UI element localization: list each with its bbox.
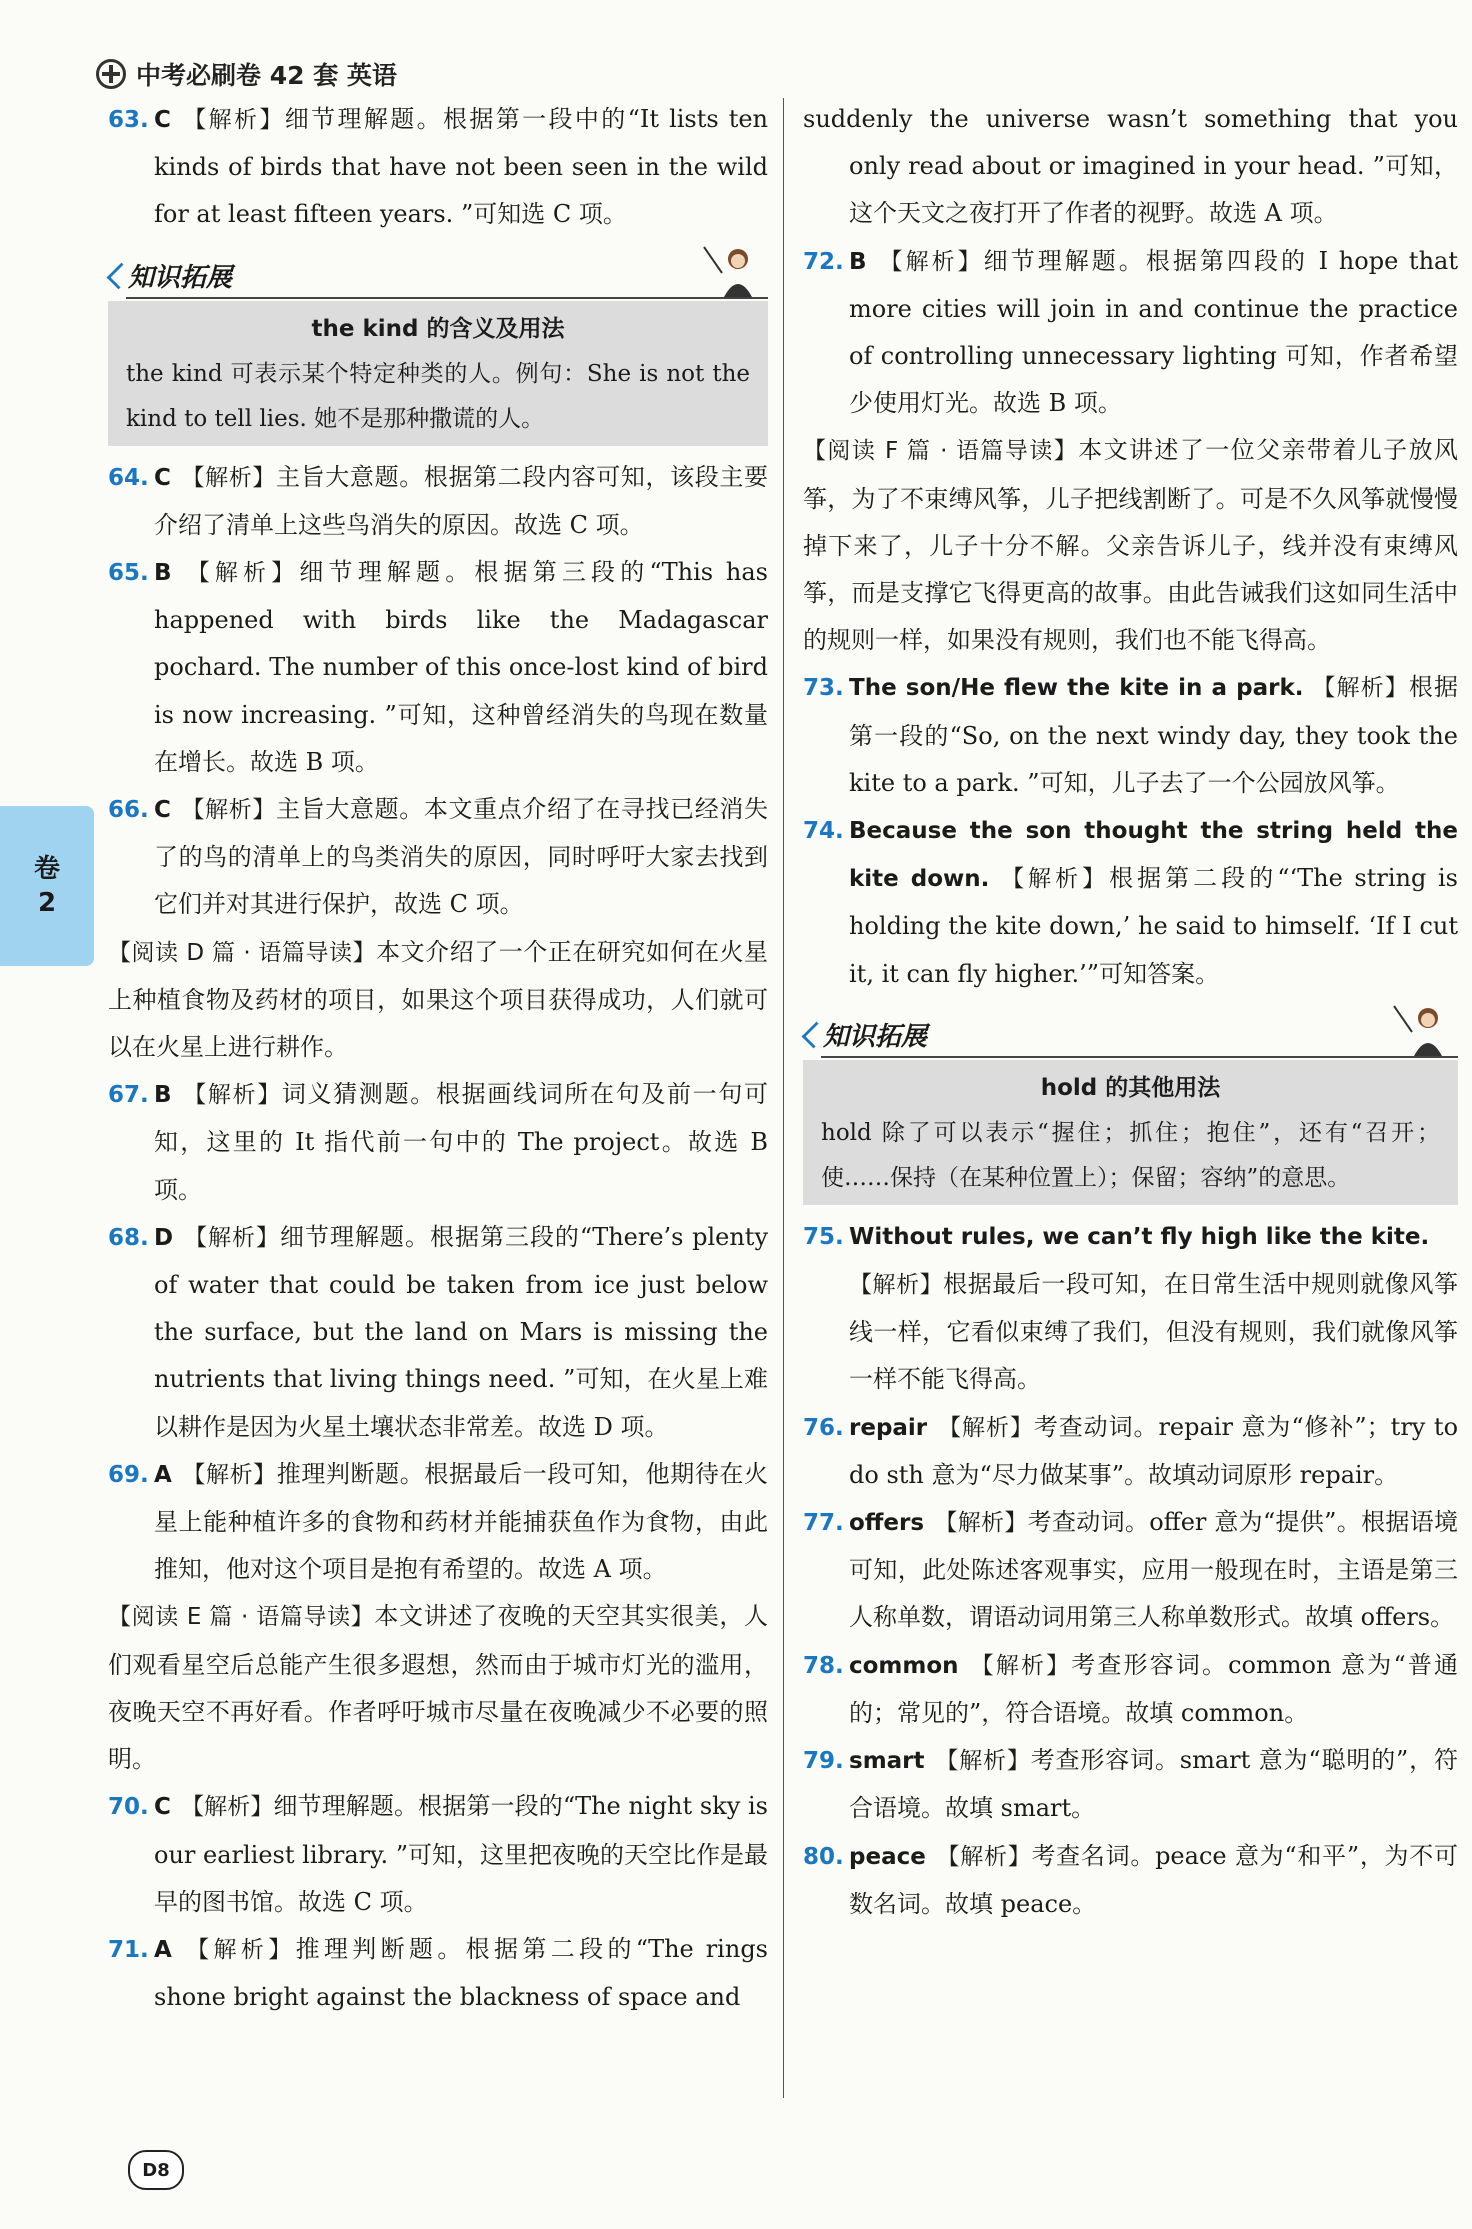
answer-75 (803, 1213, 1458, 1404)
answer-77 (803, 1499, 1458, 1642)
analysis-tag: 【解析】 (181, 1082, 282, 1109)
question-number: 63. (108, 107, 149, 133)
question-number: 65. (108, 560, 149, 587)
intro-text: 本文讲述了夜晚的天空其实很美，人们观看星空后总能产生很多遐想，然而由于城市灯光的滥用，夜晚天空不再好看。作者呼吁城市尽量在夜晚减少不必要的照明。 (108, 1602, 768, 1774)
question-number: 69. (108, 1461, 149, 1488)
answer-67 (108, 1071, 768, 1214)
teacher-icon (700, 243, 758, 297)
knowledge-underline (821, 1056, 1458, 1058)
answer-word: smart (849, 1748, 925, 1775)
answer-72 (803, 238, 1458, 428)
question-number: 80. (803, 1843, 844, 1870)
side-tab-line2: 2 (37, 888, 57, 918)
column-divider (783, 98, 784, 2098)
knowledge-box (803, 1008, 1458, 1205)
question-number: 68. (108, 1224, 149, 1251)
answer-65 (108, 549, 768, 786)
answer-word: offers (849, 1510, 925, 1537)
analysis-text: 推理判断题。根据最后一段可知，他期待在火星上能种植许多的食物和药材并能捕获鱼作为食物，由此推知，他对这个项目是抱有希望的。故选 A 项。 (154, 1459, 769, 1584)
analysis-tag: 【解析】 (934, 1510, 1028, 1537)
page-number: D8 (128, 2150, 184, 2190)
answer-letter: A (154, 1461, 172, 1488)
analysis-tag: 【解析】 (180, 1794, 274, 1821)
analysis-text: 主旨大意题。本文重点介绍了在寻找已经消失了的鸟的清单上的鸟类消失的原因，同时呼吁大家去找到它们并对其进行保护，故选 C 项。 (154, 795, 769, 919)
analysis-text: 考查名词。peace 意为“和平”，为不可数名词。故填 peace。 (849, 1841, 1459, 1918)
answer-74 (803, 807, 1458, 998)
analysis-tag: 【解析】 (934, 1748, 1031, 1775)
analysis-tag: 【解析】 (968, 1652, 1072, 1679)
question-number: 72. (803, 248, 844, 275)
question-number: 67. (108, 1082, 149, 1109)
book-logo-icon (96, 59, 126, 89)
question-number: 78. (803, 1652, 844, 1679)
question-number: 76. (803, 1414, 844, 1441)
knowledge-title: the kind 的含义及用法 (311, 315, 565, 342)
answer-letter: C (154, 797, 171, 824)
question-number: 70. (108, 1794, 149, 1821)
reading-f-intro (803, 427, 1458, 664)
answer-word: peace (849, 1843, 926, 1870)
right-column (803, 96, 1458, 1928)
analysis-text: suddenly the universe wasn’t something that you only read about or imagined in your head. ”可知，这个天文之夜打开了作者的视野。故选 A 项。 (803, 105, 1458, 228)
answer-70 (108, 1783, 768, 1926)
answer-64 (108, 454, 768, 549)
analysis-tag: 【解析】 (1312, 675, 1409, 702)
analysis-text: 根据最后一段可知，在日常生活中规则就像风筝线一样，它看似束缚了我们，但没有规则，我们就像风筝一样不能飞得高。 (849, 1270, 1459, 1394)
question-number: 74. (803, 818, 844, 845)
analysis-text: 词义猜测题。根据画线词所在句及前一句可知，这里的 It 指代前一句中的 The project。故选 B 项。 (154, 1080, 769, 1204)
teacher-icon (1390, 1002, 1448, 1056)
question-number: 71. (108, 1936, 149, 1963)
analysis-tag: 【解析】 (180, 464, 277, 491)
analysis-text: 根据第一段的“So, on the next windy day, they took the kite to a park. ”可知，儿子去了一个公园放风筝。 (849, 673, 1458, 797)
answer-73 (803, 664, 1458, 807)
intro-text: 本文讲述了一位父亲带着儿子放风筝，为了不束缚风筝，儿子把线割断了。可是不久风筝就慢慢掉下来了，儿子十分不解。父亲告诉儿子，线并没有束缚风筝，而是支撑它飞得更高的故事。由此告诫我们这如同生活中的规则一样，如果没有规则，我们也不能飞得高。 (803, 436, 1458, 655)
analysis-tag: 【解析】 (181, 1461, 277, 1488)
question-number: 73. (803, 675, 844, 702)
analysis-text: 细节理解题。根据第三段的“This has happened with birds like the Madagascar pochard. The number of this once-lost kind of bird is now increasing. ”可知，这种曾经消失的鸟现在数量在增长。故选 B 项。 (154, 558, 769, 776)
answer-78 (803, 1642, 1458, 1737)
analysis-text: 细节理解题。根据第四段的 I hope that more cities will join in and continue the practice of controlling unnecessary lighting 可知，作者希望少使用灯光。故选 B 项。 (849, 246, 1458, 418)
analysis-text: 考查动词。offer 意为“提供”。根据语境可知，此处陈述客观事实，应用一般现在时，主语是第三人称单数，谓语动词用第三人称单数形式。故填 offers。 (849, 1508, 1459, 1632)
analysis-tag: 【解析】 (937, 1414, 1034, 1441)
answer-79 (803, 1737, 1458, 1832)
answer-letter: C (154, 464, 171, 491)
answer-letter: B (849, 248, 867, 275)
reading-d-intro (108, 929, 768, 1072)
analysis-tag: 【解析】 (849, 1272, 944, 1299)
analysis-tag: 【解析】 (183, 1224, 281, 1251)
analysis-tag: 【解析】 (180, 107, 285, 133)
knowledge-body (108, 301, 768, 446)
left-column (108, 96, 768, 2021)
answer-71-continued (803, 96, 1458, 238)
answer-sentence: Because the son thought the string held the kite down. (849, 818, 1458, 893)
knowledge-header (108, 249, 768, 301)
analysis-tag: 【解析】 (181, 1936, 296, 1963)
answer-letter: A (154, 1936, 172, 1963)
analysis-tag: 【解析】 (180, 797, 277, 824)
analysis-text: 考查形容词。common 意为“普通的；常见的”，符合语境。故填 common。 (849, 1650, 1458, 1727)
answer-71 (108, 1926, 768, 2021)
header-title: 中考必刷卷 42 套 英语 (136, 61, 397, 90)
intro-tag: 【阅读 F 篇 · 语篇导读】 (803, 438, 1079, 465)
analysis-text: 主旨大意题。根据第二段内容可知，该段主要介绍了清单上这些鸟消失的原因。故选 C 项。 (154, 462, 769, 539)
intro-tag: 【阅读 E 篇 · 语篇导读】 (108, 1604, 375, 1631)
knowledge-body (803, 1060, 1458, 1205)
intro-text: 本文介绍了一个正在研究如何在火星上种植食物及药材的项目，如果这个项目获得成功，人们就可以在火星上进行耕作。 (108, 937, 769, 1062)
answer-63 (108, 96, 768, 239)
answer-sentence: Without rules, we can’t fly high like the kite. (849, 1223, 1430, 1250)
analysis-tag: 【解析】 (876, 248, 984, 275)
knowledge-header (803, 1008, 1458, 1060)
knowledge-content: the kind 可表示某个特定种类的人。例句：She is not the kind to tell lies. 她不是那种撒谎的人。 (126, 360, 750, 432)
analysis-tag: 【解析】 (1001, 866, 1110, 893)
answer-letter: B (154, 1082, 172, 1109)
knowledge-label: 知识拓展 (128, 262, 233, 293)
answer-76 (803, 1404, 1458, 1499)
volume-side-tab (0, 806, 94, 966)
answer-word: common (849, 1652, 959, 1679)
answer-sentence: The son/He flew the kite in a park. (849, 675, 1304, 702)
answer-80 (803, 1833, 1458, 1928)
knowledge-box (108, 249, 768, 446)
analysis-tag: 【解析】 (935, 1843, 1032, 1870)
question-number: 75. (803, 1223, 844, 1250)
answer-letter: D (154, 1224, 174, 1251)
analysis-text: 细节理解题。根据第三段的“There’s plenty of water that could be taken from ice just below the surface, but the land on Mars is missing the nutrients that living things need. ”可知，在火星上难以耕作是因为火星土壤状态非常差。故选 D 项。 (154, 1222, 769, 1441)
answer-letter: C (154, 1794, 171, 1821)
analysis-text: 细节理解题。根据第一段中的“It lists ten kinds of birds that have not been seen in the wild for at least fifteen years. ”可知选 C 项。 (154, 105, 769, 229)
answer-letter: B (154, 560, 172, 587)
question-number: 77. (803, 1510, 844, 1537)
knowledge-underline (126, 297, 768, 299)
answer-68 (108, 1214, 768, 1451)
answer-letter: C (154, 107, 171, 133)
analysis-text: 推理判断题。根据第二段的“The rings shone bright against the blackness of space and (154, 1934, 768, 2012)
question-number: 64. (108, 464, 149, 491)
answer-69 (108, 1451, 768, 1594)
knowledge-content: hold 除了可以表示“握住；抓住；抱住”，还有“召开；使……保持（在某种位置上）；保留；容纳”的意思。 (821, 1119, 1440, 1191)
page-header (96, 54, 397, 94)
intro-tag: 【阅读 D 篇 · 语篇导读】 (108, 939, 377, 966)
side-tab-line1: 卷 (33, 854, 60, 884)
question-number: 79. (803, 1748, 844, 1775)
analysis-text: 考查形容词。smart 意为“聪明的”，符合语境。故填 smart。 (849, 1746, 1458, 1823)
analysis-tag: 【解析】 (181, 560, 300, 587)
analysis-text: 细节理解题。根据第一段的“The night sky is our earliest library. ”可知，这里把夜晚的天空比作是最早的图书馆。故选 C 项。 (154, 1792, 769, 1916)
reading-e-intro (108, 1593, 768, 1783)
question-number: 66. (108, 797, 149, 824)
analysis-text: 根据第二段的“‘The string is holding the kite down,’ he said to himself. ‘If I cut it, it can fly higher.’”可知答案。 (849, 864, 1459, 988)
knowledge-label: 知识拓展 (823, 1021, 928, 1052)
knowledge-title: hold 的其他用法 (1040, 1074, 1221, 1101)
answer-66 (108, 786, 768, 929)
answer-word: repair (849, 1414, 928, 1441)
analysis-text: 考查动词。repair 意为“修补”；try to do sth 意为“尽力做某事”。故填动词原形 repair。 (849, 1412, 1459, 1489)
